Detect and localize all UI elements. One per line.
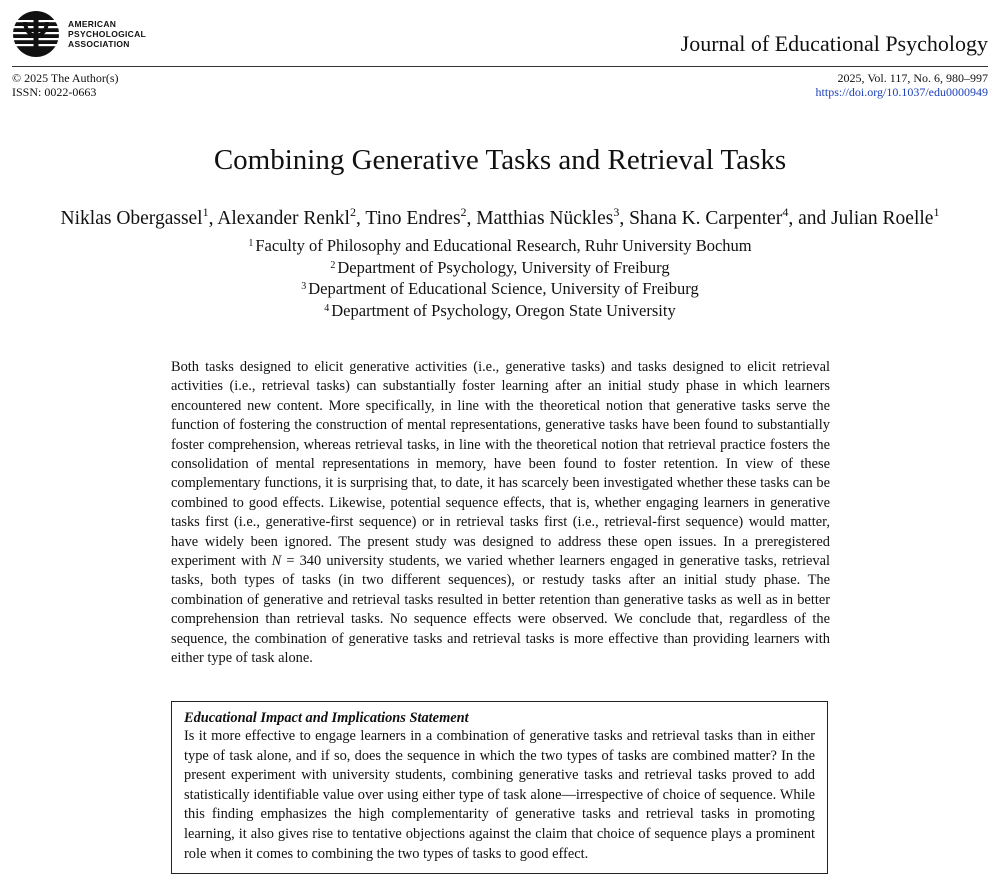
- article-title: Combining Generative Tasks and Retrieval Tasks: [213, 144, 787, 176]
- affiliation-number: 4: [324, 302, 330, 314]
- apa-logo-text: [68, 19, 146, 49]
- impact-statement-box: [171, 701, 828, 874]
- issn: ISSN: 0022-0663: [12, 85, 97, 99]
- author-separator: ,: [466, 208, 477, 229]
- author-separator: , and: [788, 208, 832, 229]
- author-name: Tino Endres: [365, 208, 461, 229]
- logo-line: AMERICAN: [68, 19, 117, 29]
- impact-heading: Educational Impact and Implications Statement: [184, 710, 469, 726]
- doi-link[interactable]: https://doi.org/10.1037/edu0000949: [815, 85, 988, 99]
- author-affiliation-marker: 2: [349, 205, 356, 219]
- logo-line: PSYCHOLOGICAL: [68, 29, 147, 39]
- sample-size-symbol: N: [271, 553, 282, 570]
- citation: 2025, Vol. 117, No. 6, 980–997: [837, 71, 988, 85]
- author-separator: ,: [355, 208, 366, 229]
- author-name: Matthias Nückles: [476, 208, 614, 229]
- author-affiliation-marker: 2: [460, 205, 467, 219]
- affiliation: [0, 278, 1000, 300]
- impact-text: Is it more effective to engage learners in a combination of generative tasks and retrieval tasks than in either type of task alone, and if so, does the sequence in which the two types of tasks are combined matter? In the present experiment with university students, combining generative tasks and retrieval tasks proved to add statistically identifiable value over using either type of task alone—irrespective of choice of sequence. While this finding emphasizes the high complementarity of generative tasks and retrieval tasks in promoting learning, it also gives rise to tentative objections against the claim that choice of sequence plays a prominent role when it comes to combining the two types of tasks to good effect.: [184, 728, 815, 862]
- journal-header: [12, 8, 988, 68]
- header-divider: [12, 66, 988, 67]
- author-affiliation-marker: 1: [202, 205, 209, 219]
- author-affiliation-marker: 3: [613, 205, 620, 219]
- author-name: Julian Roelle: [831, 208, 934, 229]
- abstract: [171, 358, 830, 669]
- copyright: © 2025 The Author(s): [12, 71, 119, 85]
- abstract-text-part-2: = 340 university students, we varied whether learners engaged in generative tasks, retrieval tasks, both types of tasks (in two different sequences), or restudy tasks after an initial study phase. The combination of generative and retrieval tasks resulted in better retention than generative tasks as well as in better comprehension than retrieval tasks. No sequence effects were observed. We conclude that, regardless of the sequence, the combination of generative tasks and retrieval tasks is more effective than providing learners with either type of task alone.: [171, 553, 830, 667]
- affiliation-number: 2: [330, 259, 336, 271]
- author-separator: ,: [208, 208, 218, 229]
- affiliation-text: Department of Psychology, Oregon State University: [331, 300, 676, 320]
- affiliation: [0, 257, 1000, 279]
- author-affiliation-marker: 1: [933, 205, 940, 219]
- author-separator: ,: [619, 208, 630, 229]
- abstract-text-part-1: Both tasks designed to elicit generative activities (i.e., generative tasks) and tasks designed to elicit retrieval activities (i.e., retrieval tasks) can substantially foster learning after an initial study phase in which learners encountered new content. More specifically, in line with the theoretical notion that generative tasks serve the function of fostering the construction of mental representations, generative tasks have been found to substantially foster comprehension, whereas retrieval tasks, in line with the theoretical notion that retrieval practice fosters the consolidation of mental representations in memory, have been found to foster retention. In view of these complementary functions, it is surprising that, to date, it has scarcely been investigated whether these tasks can be combined to good effects. Likewise, potential sequence effects, that is, whether engaging learners in generative tasks first (i.e., generative-first sequence) or in retrieval tasks first (i.e., retrieval-first sequence) would matter, have widely been ignored. The present study was designed to address these open issues. In a preregistered experiment with: [171, 359, 830, 570]
- apa-logo-icon: [12, 10, 60, 58]
- affiliation: [0, 235, 1000, 257]
- journal-title: Journal of Educational Psychology: [680, 31, 988, 56]
- affiliation-list: [0, 235, 1000, 321]
- author-name: Alexander Renkl: [217, 208, 350, 229]
- affiliation-text: Department of Educational Science, University of Freiburg: [308, 279, 699, 298]
- affiliation-number: 1: [248, 238, 254, 249]
- affiliation-text: Faculty of Philosophy and Educational Research, Ruhr University Bochum: [255, 236, 752, 255]
- affiliation-number: 3: [301, 281, 307, 292]
- author-name: Shana K. Carpenter: [629, 208, 783, 229]
- affiliation: [0, 300, 1000, 322]
- logo-line: ASSOCIATION: [68, 39, 130, 49]
- copyright-info: [12, 71, 119, 99]
- author-name: Niklas Obergassel: [60, 208, 203, 229]
- citation-info: [816, 71, 988, 99]
- apa-logo: [12, 10, 162, 62]
- author-list: [0, 205, 1000, 230]
- affiliation-text: Department of Psychology, University of Freiburg: [337, 257, 670, 277]
- author-affiliation-marker: 4: [782, 205, 789, 219]
